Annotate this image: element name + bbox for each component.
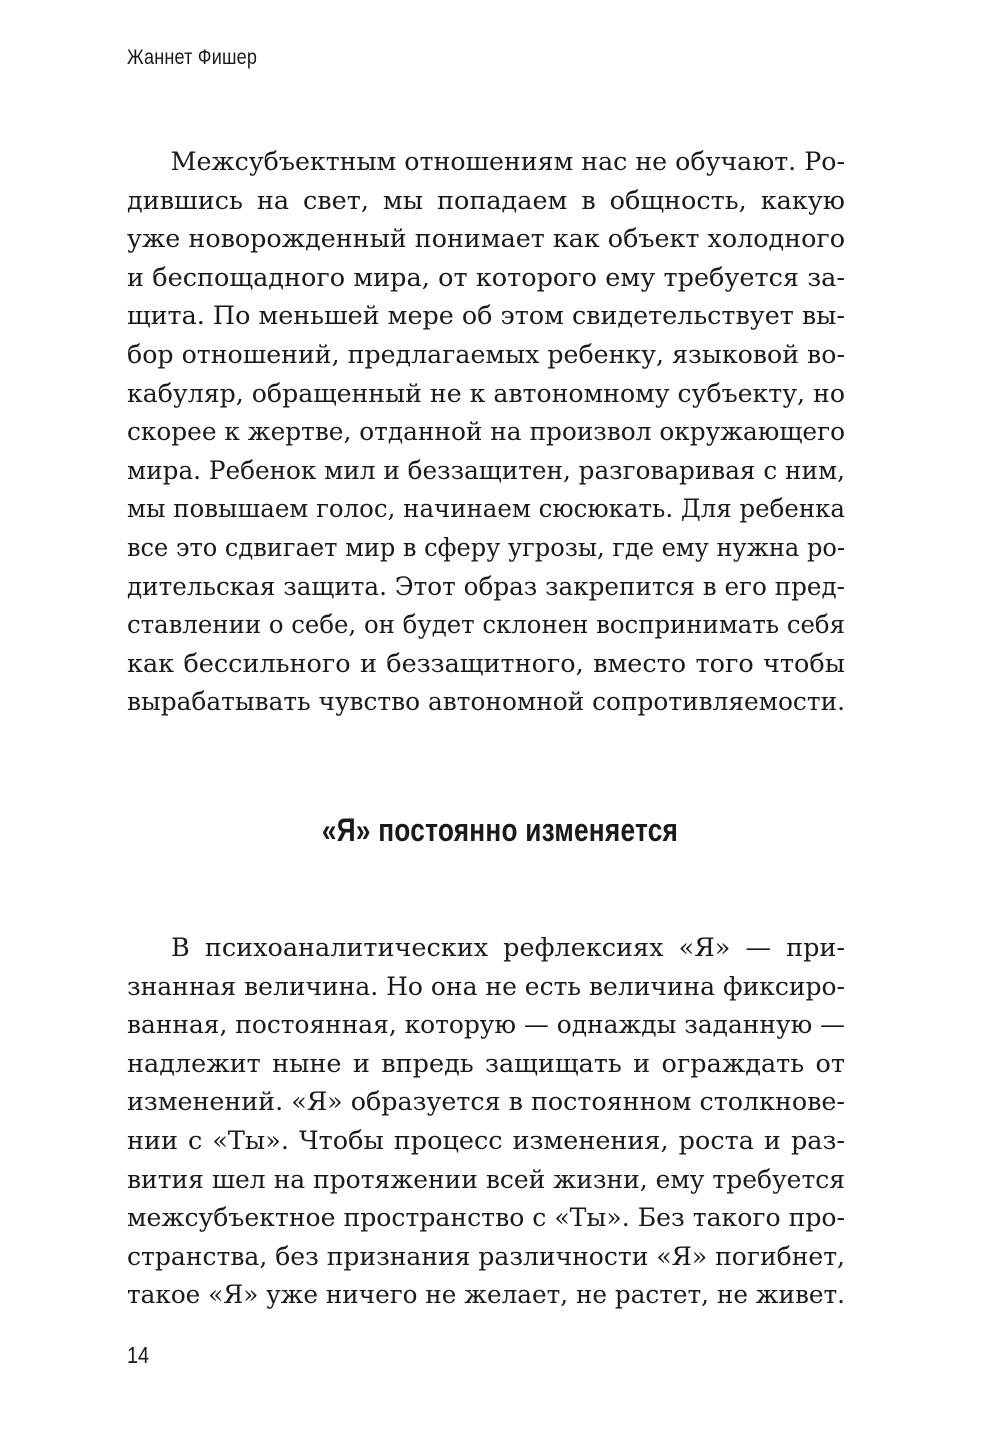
text-line: бор отношений, предлагаемых ребенку, языковой во- [127, 339, 845, 370]
text-line: ванная, постоянная, которую — однажды заданную — [127, 1010, 845, 1041]
section-heading: «Я» постоянно изменяется [321, 812, 679, 848]
text-line: дившись на свет, мы попадаем в общность, какую [127, 185, 845, 216]
running-head-author: Жаннет Фишер [127, 46, 258, 69]
text-line: скорее к жертве, отданной на произвол окружающего [127, 417, 845, 448]
text-line: В психоаналитических рефлексиях «Я» — при- [171, 933, 845, 963]
body-paragraph-2 [127, 929, 845, 1315]
text-line: мира. Ребенок мил и беззащитен, разговаривая с ним, [127, 455, 845, 486]
text-line: щита. По меньшей мере об этом свидетельствует вы- [127, 301, 845, 332]
text-line: вития шел на протяжении всей жизни, ему требуется [127, 1164, 845, 1195]
text-line: странства, без признания различности «Я» погибнет, [127, 1241, 845, 1272]
text-line: вырабатывать чувство автономной сопротивляемости. [127, 687, 845, 718]
text-line: мы повышаем голос, начинаем сюсюкать. Для ребенка [127, 494, 845, 525]
text-line: и беспощадного мира, от которого ему требуется за- [127, 262, 845, 293]
text-line: дительская защита. Этот образ закрепится в его пред- [127, 571, 845, 602]
text-line: все это сдвигает мир в сферу угрозы, где ему нужна ро- [127, 532, 845, 563]
text-line: такое «Я» уже ничего не желает, не растет, не живет. [127, 1280, 845, 1311]
text-line: уже новорожденный понимает как объект холодного [127, 224, 845, 255]
text-line: изменений. «Я» образуется в постоянном столкнове- [127, 1087, 845, 1118]
text-line: нии с «Ты». Чтобы процесс изменения, роста и раз- [127, 1125, 845, 1156]
text-line: Межсубъектным отношениям нас не обучают. Ро- [170, 147, 845, 177]
text-line: ставлении о себе, он будет склонен воспринимать себя [127, 610, 845, 641]
text-line: как бессильного и беззащитного, вместо того чтобы [127, 648, 845, 679]
page-number: 14 [127, 1342, 150, 1368]
text-line: кабуляр, обращенный не к автономному субъекту, но [127, 378, 845, 409]
text-line: межсубъектное пространство с «Ты». Без такого про- [127, 1203, 845, 1234]
body-paragraph-1 [127, 143, 845, 722]
text-line: надлежит ныне и впредь защищать и ограждать от [127, 1048, 845, 1079]
text-line: знанная величина. Но она не есть величина фиксиро- [127, 971, 845, 1002]
